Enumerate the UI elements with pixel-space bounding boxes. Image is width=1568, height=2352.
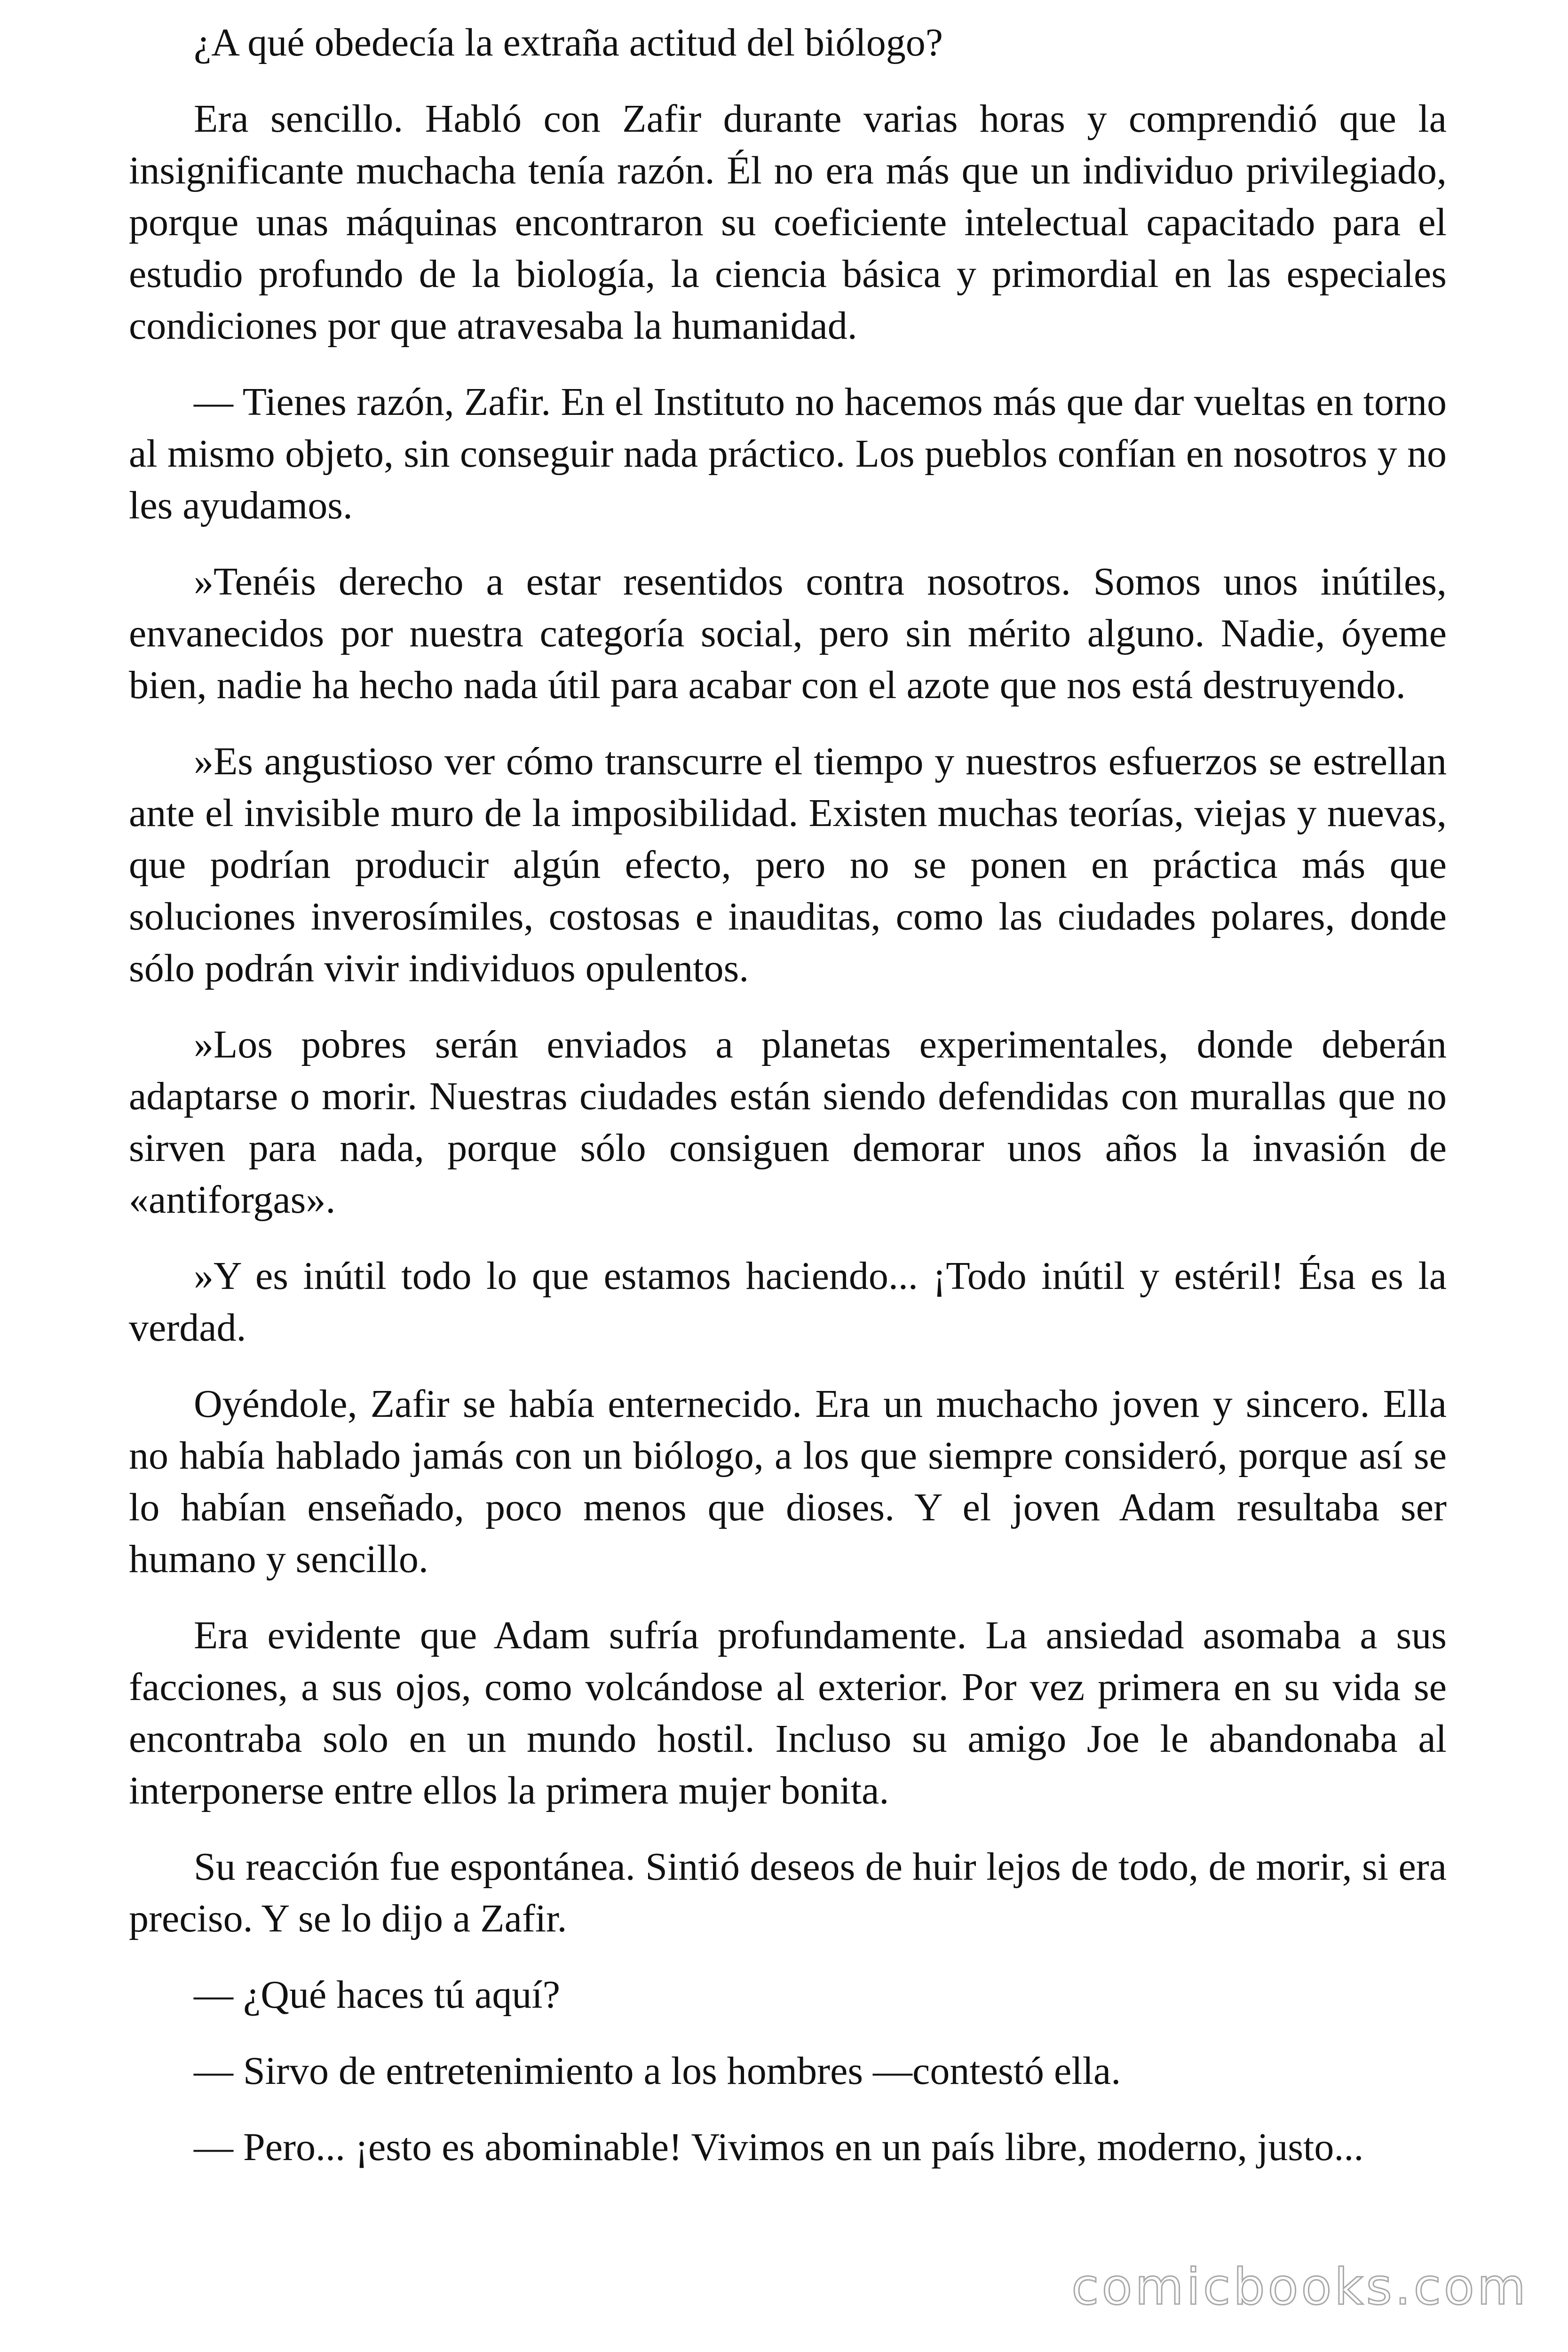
paragraph-9: Era evidente que Adam sufría profundamente. La ansiedad asomaba a sus facciones, a sus ojos, como volcándose al exterior. Por vez primera en su vida se encontraba solo en un mundo hostil. Incluso su amigo Joe le abandonaba al interponerse entre ellos la primera mujer bonita.	[129, 1613, 1447, 1812]
paragraph-7: »Y es inútil todo lo que estamos haciendo... ¡Todo inútil y estéril! Ésa es la verdad.	[129, 1254, 1447, 1350]
watermark: comicbooks.com	[1071, 2258, 1528, 2316]
paragraph-12: — Sirvo de entretenimiento a los hombres —contestó ella.	[194, 2049, 1121, 2093]
paragraph-11: — ¿Qué haces tú aquí?	[194, 1973, 561, 2017]
paragraph-5: »Es angustioso ver cómo transcurre el tiempo y nuestros esfuerzos se estrellan ante el invisible muro de la imposibilidad. Existen muchas teorías, viejas y nuevas, que podrían producir algún efecto, pero no se ponen en práctica más que soluciones inverosímiles, costosas e inauditas, como las ciudades polares, donde sólo podrán vivir individuos opulentos.	[129, 739, 1447, 990]
paragraph-3: — Tienes razón, Zafir. En el Instituto no hacemos más que dar vueltas en torno al mismo objeto, sin conseguir nada práctico. Los pueblos confían en nosotros y no les ayudamos.	[129, 380, 1447, 527]
paragraph-2: Era sencillo. Habló con Zafir durante varias horas y comprendió que la insignificante muchacha tenía razón. Él no era más que un individuo privilegiado, porque unas máquinas encontraron su coeficiente intelectual capacitado para el estudio profundo de la biología, la ciencia básica y primordial en las especiales condiciones por que atravesaba la humanidad.	[129, 97, 1447, 348]
paragraph-1: ¿A qué obedecía la extraña actitud del biólogo?	[194, 21, 943, 64]
paragraph-4: »Tenéis derecho a estar resentidos contra nosotros. Somos unos inútiles, envanecidos por nuestra categoría social, pero sin mérito alguno. Nadie, óyeme bien, nadie ha hecho nada útil para acabar con el azote que nos está destruyendo.	[129, 560, 1447, 707]
page-body-text	[129, 17, 1447, 2198]
paragraph-6: »Los pobres serán enviados a planetas experimentales, donde deberán adaptarse o morir. Nuestras ciudades están siendo defendidas con murallas que no sirven para nada, porque sólo consiguen demorar unos años la invasión de «antiforgas».	[129, 1023, 1447, 1222]
paragraph-10: Su reacción fue espontánea. Sintió deseos de huir lejos de todo, de morir, si era preciso. Y se lo dijo a Zafir.	[129, 1845, 1447, 1940]
paragraph-8: Oyéndole, Zafir se había enternecido. Era un muchacho joven y sincero. Ella no había hablado jamás con un biólogo, a los que siempre consideró, porque así se lo habían enseñado, poco menos que dioses. Y el joven Adam resultaba ser humano y sencillo.	[129, 1382, 1447, 1581]
paragraph-13: — Pero... ¡esto es abominable! Vivimos en un país libre, moderno, justo...	[194, 2125, 1364, 2169]
